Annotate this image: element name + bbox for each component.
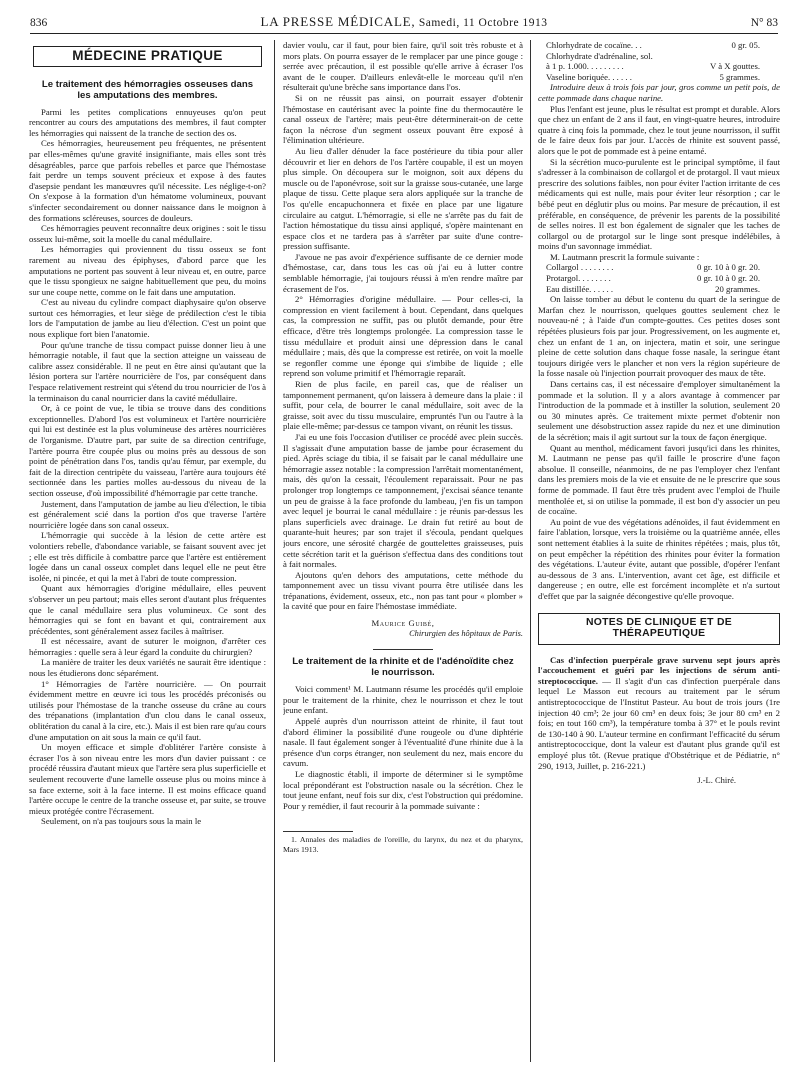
paragraph: Quant aux hémorragies d'origine médullaire, elles peuvent s'observer un peu partout; mais elles seront d'autant plus fréquentes que le canal médullaire sera plus volumineux. Ce sont des hémorragies qui se font en bavant et qui, contrairement aux précédentes, sont généralement assez faciles à maîtriser. <box>29 583 266 636</box>
prescription-note-text: Introduire deux à trois fois par jour, gros comme un petit pois, de cette pommade dans chaque narine. <box>538 82 780 103</box>
dose: 5 grammes. <box>719 71 760 82</box>
column-divider-1 <box>274 40 275 1062</box>
paragraph: C'est au niveau du cylindre compact diaphysaire qu'on observe surtout ces hémorragies, et leur siège de prédilection c'est le tibia lors de l'amputation de jambe au lieu d'élection. C'est un point que nous explique fort bien l'anatomie. <box>29 297 266 340</box>
paragraph: La manière de traiter les deux variétés ne saurait être identique : nous les étudierons donc séparément. <box>29 657 266 679</box>
prescription-1 <box>538 40 780 82</box>
paragraph: Parmi les petites complications ennuyeuses qu'on peut rencontrer au cours des amputations des membres, il faut compter les hémorragies qui naissent de la tranche de section des os. <box>29 106 266 138</box>
paragraph: M. Lautmann prescrit la formule suivante : <box>550 251 700 262</box>
paragraph: Plus l'enfant est jeune, plus le résultat est prompt et durable. Alors que chez un enfant de 2 ans il faut, en vingt-quatre heures, introduire quatre à cinq fois la pommade, chez le tout jeune nourrisson, il suffit de le faire deux fois par jour. L'accès de rhinite est souvent passé, alors que le pot de pommade est à peine entamé. <box>538 103 780 156</box>
paragraph: Ces hémorragies peuvent reconnaître deux origines : soit le tissu osseux lui-même, soit la moelle du canal médullaire. <box>29 223 266 244</box>
dose: 0 gr. 10 à 0 gr. 20. <box>697 262 760 273</box>
footnote: 1. Annales des maladies de l'oreille, du larynx, du nez et du pharynx, Mars 1913. <box>283 835 523 854</box>
paragraph: Justement, dans l'amputation de jambe au lieu d'élection, le tibia est généralement scié dans la portion d'os que traverse l'artère nourricière logée dans son canal osseux. <box>29 498 266 530</box>
prescription-note <box>538 82 780 103</box>
prescription-line <box>538 72 780 83</box>
ingredient: Protargol. . . . . . . . <box>546 273 611 284</box>
ingredient: Chlorhydrate de cocaïne. . . <box>546 40 642 50</box>
paragraph: Dans certains cas, il est nécessaire d'employer simultanément la pommade et la solution. Il y a alors avantage à commencer par l'introduction de la pommade et à instiller la solution, seulement 20 ou 30 minutes après. Ce traitement mixte permet d'obtenir non seulement une désobstruction assez rapide du nez et une diminution de la sécrétion; mais il agit surtout sur la toux de façon énergique. <box>538 379 780 442</box>
paragraph: Appelé auprès d'un nourrisson atteint de rhinite, il faut tout d'abord éliminer la possibilité d'une rougeole ou d'une diphtérie nasale. Il faut également songer à l'éventualité d'une rhinite due à la présence d'un corps étranger, non seulement du nez, mais encore du cavum. <box>283 716 523 769</box>
paragraph: J'avoue ne pas avoir d'expérience suffisante de ce dernier mode d'hémostase, car, dans tous les cas où j'ai eu à lutter contre semblable hémorragie, j'ai toujours réussi à m'en rendre maître par écrasement de l'os. <box>283 251 523 294</box>
dose <box>760 51 780 62</box>
paragraph: davier voulu, car il faut, pour bien faire, qu'il soit très robuste et à mors plats. On pourra essayer de le remplacer par une pince gouge : serrée avec précaution, il est possible qu'elle arrive à écraser l'os avant de le couper. D'ailleurs enlevât-elle le morceau qu'il n'en résulterait qu'une brèche sans importance dans l'os. <box>283 40 523 93</box>
article-title: Le traitement des hémorragies osseuses dans les amputations des membres. <box>41 78 254 101</box>
paragraph: Un moyen efficace et simple d'oblitérer l'artère consiste à écraser l'os à son niveau entre les mors d'un davier puissant : ce procédé réussira d'autant mieux que l'artère sera plus superficielle et seulement recouverte d'une lamelle osseuse plus ou moins mince à sa face externe, soit à la face interne. Il est moins efficace quand l'artère occupe le centre de la tranche osseuse et, par suite, se trouve mieux protégée contre l'écrasement. <box>29 742 266 816</box>
prescription-line <box>538 284 780 295</box>
author-affiliation: Chirurgien des hôpitaux de Paris. <box>409 628 523 638</box>
ingredient: à 1 p. 1.000. . . . . . . . . <box>546 61 624 72</box>
notes-section-title: NOTES DE CLINIQUE ET DE THÉRAPEUTIQUE <box>538 613 780 644</box>
paragraph: Au lieu d'aller dénuder la face postérieure du tibia pour aller découvrir et lier en dehors de l'os l'artère coupable, il est un moyen plus simple. On découpera sur le moignon, soit aux dépens du muscle ou de l'aponévrose, soit sur la graisse sous-cutanée, une large plaque de tissu. Cette plaque sera alors appliquée sur la tranche de l'os qu'elle encapuchonnera et fixée en place par une ligature circulaire au catgut. L'hémorragie, si elle ne s'arrête pas du fait de l'action hémostatique du tissu ainsi appliqué, s'opère maintenant en espace clos et ne tardera pas à s'arrêter par suite d'une contre-pression suffisante. <box>283 145 523 252</box>
paragraph: Rien de plus facile, en pareil cas, que de réaliser un tamponnement permanent, qu'on laissera à demeure dans la plaie : il suffit, pour cela, de bourrer le canal médullaire, soit avec de la graisse, soit avec du tissu musculaire, empruntés l'un ou l'autre à la plaie elle-même; par-dessus ce tampon vivant, on réunit les tissus. <box>283 379 523 432</box>
paragraph: Pour qu'une tranche de tissu compact puisse donner lieu à une hémorragie notable, il faut que la section atteigne un vaisseau de calibre assez considérable. Il ne peut en être ainsi qu'autant que la lésion portera sur l'artère nourricière de l'os, par conséquent dans l'espace relativement restreint qui s'étend du trou nourricier de l'os à la terminaison du canal nourricier dans la cavité médullaire. <box>29 339 266 403</box>
column-3 <box>538 40 780 1062</box>
clinical-note <box>538 655 780 772</box>
article-title: Le traitement de la rhinite et de l'adénoïdite chez le nourrisson. <box>292 656 514 679</box>
ingredient: Eau distillée. . . . . . <box>546 283 614 294</box>
issue-date: Samedi, 11 Octobre 1913 <box>415 17 548 29</box>
dose: V à X gouttes. <box>709 61 760 72</box>
author-name: Maurice Guibé, <box>371 618 435 629</box>
footnote-rule <box>283 831 353 832</box>
note-heading: Cas d'infection puerpérale grave survenu sept jours après l'accouchement et guéri par les injections de sérum anti-streptococcique. <box>538 654 780 686</box>
paragraph: Il est nécessaire, avant de suturer le moignon, d'arrêter ces hémorragies : quelle sera à leur égard la conduite du chirurgien? <box>29 636 266 657</box>
paragraph: J'ai eu une fois l'occasion d'utiliser ce procédé avec plein succès. Il s'agissait d'une amputation basse de jambe pour écrasement du pied. Après sciage du tibia, il se faisait par le canal médullaire une hémorragie assez notable : la compression l'arrêtait momentanément, mais, dès qu'on la cessait, l'écoulement reparaissait. Pour ne pas prolonger trop longtemps ce tamponnement, j'excisai séance tenante un peu de graisse à la face profonde du lambeau, j'en fis un tampon avec lequel je bourrai le canal médullaire : je réunis par-dessus les plans superficiels avec drainage. Le drain fut retiré au bout de quarante-huit heures; par son trajet il s'écoula, pendant quelques jours encore, une sérosité chargée de gouttelettes graisseuses, puis cette sécrétion tarit et la guérison s'effectua dans des conditions tout à fait normales. <box>283 431 523 570</box>
signature <box>283 618 523 639</box>
article-body <box>29 107 266 827</box>
dose: 0 gr. 05. <box>731 40 760 50</box>
paragraph: Le diagnostic établi, il importe de déterminer si le symptôme local prépondérant est l'obstruction nasale ou la sécrétion. Chez le tout jeune enfant, neuf fois sur dix, c'est l'obstruction qui prédomine. Pour y remédier, il faut recourir à la pommade suivante : <box>283 769 523 811</box>
paragraph: Les hémorragies qui proviennent du tissu osseux se font rarement au niveau des épiphyses, d'abord parce que les amputations ne portent pas souvent à leur niveau et, en outre, parce que le tissu spongieux ne saigne habituellement que peu, du moins sur une coupe nette, comme on le fait dans une amputation. <box>29 244 266 297</box>
paragraph: L'hémorragie qui succède à la lésion de cette artère est volontiers rebelle, d'abondance variable, se faisant souvent avec jet ; elle est très difficile à combattre parce que l'artère est entièrement logée dans un canal osseux complet dans lequel elle ne peut être isolée, ni pincée, et qui la met à l'abri de toute compression. <box>29 530 266 583</box>
paragraph: Or, à ce point de vue, le tibia se trouve dans des conditions exceptionnelles. D'abord l'os est volumineux et l'artère nourricière qui lui est destinée est la plus volumineuse des artères nourricières de l'organisme. D'autre part, par suite de sa direction centrifuge, l'artère pourra être coupée plus ou moins près au dessous de son point de pénétration dans l'os, tandis qu'au fémur, par exemple, du fait de la direction centripète du vaisseau, l'artère aura toujours été sectionnée dans les parties molles au-dessous du niveau de la section osseuse, d'où impossibilité d'hémorragie par cette tranche. <box>29 403 266 498</box>
section-title: MÉDECINE PRATIQUE <box>33 46 262 67</box>
paragraph: 2° Hémorragies d'origine médullaire. — Pour celles-ci, la compression en vient facilement à bout. Cependant, dans quelques cas, la compression ne suffit, pas ou plutôt demande, pour être efficace, d'être très longtemps prolongée. La compression tasse le tissu médullaire et produit ainsi une dépression dans le canal médullaire ; mais, dès que la compresse est retirée, on voit la moelle se regonfler comme une éponge qui s'imbibe de liquide ; elle reprend son volume primitif et l'hémorragie reparaît. <box>283 294 523 379</box>
prescription-line <box>538 61 780 72</box>
column-2 <box>283 40 523 1062</box>
journal-name: LA PRESSE MÉDICALE, <box>260 14 416 29</box>
paragraph: Seulement, on n'a pas toujours sous la main le <box>41 816 202 827</box>
ingredient: Chlorhydrate d'adrénaline, sol. <box>546 50 653 61</box>
dose: 0 gr. 10 à 0 gr. 20. <box>697 273 760 284</box>
paragraph: Quant au menthol, médicament favori jusqu'ici dans les rhinites, M. Lautmann ne pense pas qu'il faille le proscrire d'une façon absolue. Il conseille, néanmoins, de ne pas l'employer chez l'enfant dans les premiers mois de la vie et ensuite de ne le prescrire que sous forme de pommade. Il faut être très prudent avec l'emploi de l'huile mentholée et, si on utilise la pommade, il est bon d'y associer un peu de cocaïne. <box>538 442 780 517</box>
ingredient: Collargol . . . . . . . . <box>546 262 614 273</box>
note-body: — Il s'agit d'un cas d'infection puerpérale dans lequel Le Masson eut recours au traitement par le sérum antistreptococcique de l'Institut Pasteur. Au bout de trois jours (1re injection 40 cm³; 2e jour 60 cm³ en deux fois; 3e jour 80 cm³ en 2 fois; en tout 160 cm³), la température tomba à 37° et le pouls revint de 130-140 à 90. L'auteur termine en confirmant l'efficacité du sérum antistreptococcique, dont la valeur est d'autant plus grande qu'il est employé plus tôt. (Revue pratique d'Obstétrique et de Pédiatrie, n° 290, 1913, Juillet, p. 216-221.) <box>538 675 780 771</box>
paragraph: Si on ne réussit pas ainsi, on pourrait essayer d'obtenir l'hémostase en cautérisant avec la pointe fine du thermocautère le canal osseux de l'artère; mais peut-être déterminerait-on de cette façon la nécrose d'un segment osseux pouvant être exposé à l'élimination ultérieure. <box>283 92 523 146</box>
column-divider-2 <box>530 40 531 1062</box>
paragraph: Si la sécrétion muco-purulente est le principal symptôme, il faut s'adresser à la combinaison de collargol et de protargol. Il vaut mieux prescrire des solutions faibles, non pour éviter l'action irritante de ces médicaments qui est nulle, mais pour éviter leur résorption ; car le bébé peut en déglutir plus ou moins. Par mesure de précaution, il est préférable, en conséquence, de prévenir les parents de la possibilité de selles noires. Il est bon également de signaler que les taches de collargol ou de protargol sur le linge sont presque indélébiles, à moins d'un savonnage immédiat. <box>538 156 780 252</box>
journal-masthead <box>90 14 718 30</box>
column-1 <box>29 40 266 1062</box>
prescription-2 <box>538 262 780 294</box>
ingredient: Vaseline boriquée. . . . . . <box>546 71 632 82</box>
paragraph: Ajoutons qu'en dehors des amputations, cette méthode du tamponnement avec un tissu vivant pourra être utilisée dans les trépanations, évidement, osseux, etc., non pas tant pour « plomber » la cavité que pour en faire l'hémostase immédiate. <box>283 569 523 612</box>
prescription-line <box>538 51 780 62</box>
note-author: J.-L. Chiré. <box>697 775 736 786</box>
issue-number: N° 83 <box>750 17 778 29</box>
prescription-line <box>538 273 780 284</box>
prescription-line <box>538 262 780 273</box>
header-rule <box>30 33 778 34</box>
paragraph: On laisse tomber au début le contenu du quart de la seringue de Marfan chez le nourrisson, quelques gouttes seulement chez le nouveau-né ; à l'aide d'un compte-gouttes. Ces petites doses sont répétées plusieurs fois par jour. Progressivement, on les augmente et, chez un enfant de 1 an, on injectera, matin et soir, une seringue pleine de cette solution dans chaque fosse nasale, la seringue étant toujours dirigée vers le plancher et non vers la région supérieure de la fosse nasale où l'injection pourrait provoquer des maux de tête. <box>538 294 780 379</box>
paragraph: 1° Hémorragies de l'artère nourricière. — On pourrait évidemment mettre en œuvre ici tous les procédés préconisés ou utilisés pour l'hémostase de la tranche osseuse du crâne au cours des trépanations (implantation d'un clou dans le canal osseux, oblitération du canal à la cire, etc.). Mais il est bien rare qu'au cours d'une amputation on ait sous la main ce qu'il faut. <box>29 678 266 742</box>
page-number: 836 <box>30 17 48 29</box>
article-separator <box>373 649 433 650</box>
paragraph: Ces hémorragies, heureusement peu fréquentes, ne présentent par elles-mêmes qu'une gravité insignifiante, mais elles sont très désagréables, parce que parfois rebelles et parce que l'hémostase fait perdre un temps souvent précieux et expose à des fautes d'asepsie pendant les manœuvres qu'il nécessite. Les néglige-t-on? On s'expose à la formation d'un hématome volumineux, pouvant s'infecter secondairement ou donner naissance dans le moignon à des formations scléreuses, sources de douleurs. <box>29 138 266 223</box>
page-header <box>30 14 778 34</box>
dose: 20 grammes. <box>715 283 760 294</box>
prescription-line <box>538 40 780 51</box>
paragraph: Voici comment¹ M. Lautmann résume les procédés qu'il emploie pour le traitement de la rhinite, chez le nourrisson et chez le tout jeune enfant. <box>283 684 523 716</box>
paragraph: Au point de vue des végétations adénoïdes, il faut évidemment en faire l'ablation, lorsque, vers la troisième ou la quatrième année, elles sont nettement établies à la suite de rhinites répétées ; mais, plus tôt, on peut empêcher la répétition des rhinites pour éviter la formation des végétations. L'auteur évite, autant que possible, d'opérer l'enfant au-dessous de 3 ans. L'intervention, avant cet âge, est difficile et dangereuse ; en outre, elle est forcément incomplète et n'a surtout d'effet que par la saignée décongestive qu'elle provoque. <box>538 516 780 601</box>
